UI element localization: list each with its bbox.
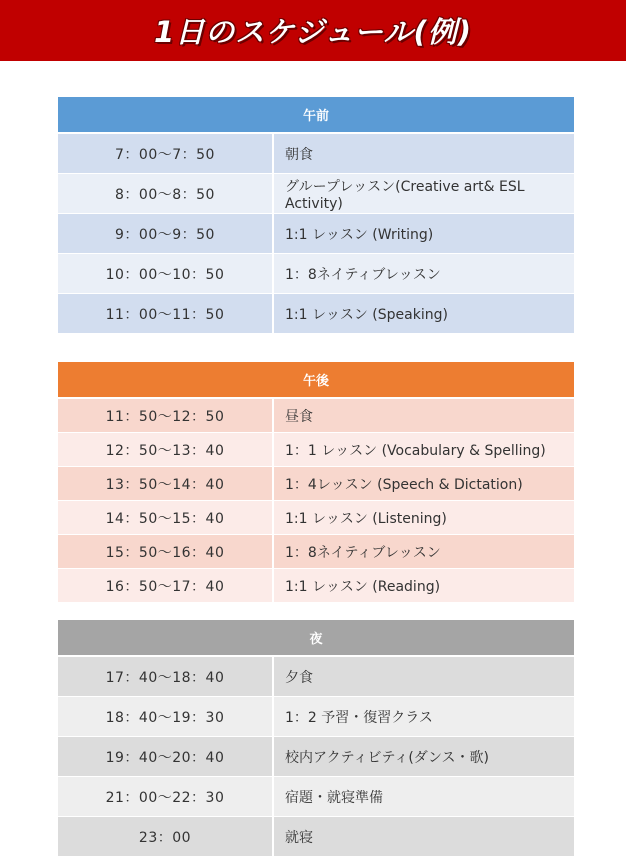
time-cell: 17：40〜18：40: [58, 657, 274, 696]
time-cell: 10：00〜10：50: [58, 254, 274, 293]
morning-header: 午前: [58, 97, 574, 132]
table-row: [58, 213, 574, 253]
time-cell: 14：50〜15：40: [58, 501, 274, 534]
time-cell: 15：50〜16：40: [58, 535, 274, 568]
activity-cell: 夕食: [285, 669, 313, 686]
activity-cell: 1：4レッスン (Speech & Dictation): [285, 476, 523, 493]
time-cell: 11：00〜11：50: [58, 294, 274, 333]
activity-cell: 1:1 レッスン (Speaking): [285, 306, 448, 323]
time-cell: 9：00〜9：50: [58, 214, 274, 253]
activity-cell: 1：1 レッスン (Vocabulary & Spelling): [285, 442, 546, 459]
activity-cell: 1：8ネイティブレッスン: [285, 266, 441, 283]
title-banner: [0, 0, 626, 61]
table-row: [58, 399, 574, 432]
table-row: [58, 776, 574, 816]
time-cell: 8：00〜8：50: [58, 174, 274, 213]
time-cell: 23：00: [58, 817, 274, 856]
time-cell: 13：50〜14：40: [58, 467, 274, 500]
time-cell: 19：40〜20：40: [58, 737, 274, 776]
table-row: [58, 293, 574, 333]
table-row: [58, 173, 574, 213]
table-row: [58, 466, 574, 500]
evening-header: 夜: [58, 620, 574, 655]
time-cell: 11：50〜12：50: [58, 399, 274, 432]
table-row: [58, 657, 574, 696]
activity-cell: 1:1 レッスン (Writing): [285, 226, 434, 243]
activity-cell: 1:1 レッスン (Listening): [285, 510, 447, 527]
activity-cell: 昼食: [285, 408, 313, 425]
activity-cell: 朝食: [285, 146, 313, 163]
morning-schedule-table: [58, 97, 574, 333]
page-title: 1日のスケジュール(例): [154, 15, 472, 49]
table-row: [58, 696, 574, 736]
afternoon-header: 午後: [58, 362, 574, 397]
time-cell: 7：00〜7：50: [58, 134, 274, 173]
activity-cell: 1：2 予習・復習クラス: [285, 709, 433, 726]
table-row: [58, 736, 574, 776]
activity-cell: グループレッスン(Creative art& ESL Activity): [285, 178, 525, 212]
time-cell: 18：40〜19：30: [58, 697, 274, 736]
activity-cell: 1：8ネイティブレッスン: [285, 544, 441, 561]
time-cell: 12：50〜13：40: [58, 433, 274, 466]
time-cell: 21：00〜22：30: [58, 777, 274, 816]
activity-cell: 宿題・就寝準備: [285, 789, 383, 806]
time-cell: 16：50〜17：40: [58, 569, 274, 602]
activity-cell: 1:1 レッスン (Reading): [285, 578, 441, 595]
afternoon-schedule-table: [58, 362, 574, 602]
table-row: [58, 134, 574, 173]
activity-cell: 就寝: [285, 829, 313, 846]
table-row: [58, 568, 574, 602]
activity-cell: 校内アクティビティ(ダンス・歌): [285, 749, 489, 766]
table-row: [58, 816, 574, 856]
evening-schedule-table: [58, 620, 574, 856]
table-row: [58, 432, 574, 466]
table-row: [58, 534, 574, 568]
table-row: [58, 253, 574, 293]
table-row: [58, 500, 574, 534]
